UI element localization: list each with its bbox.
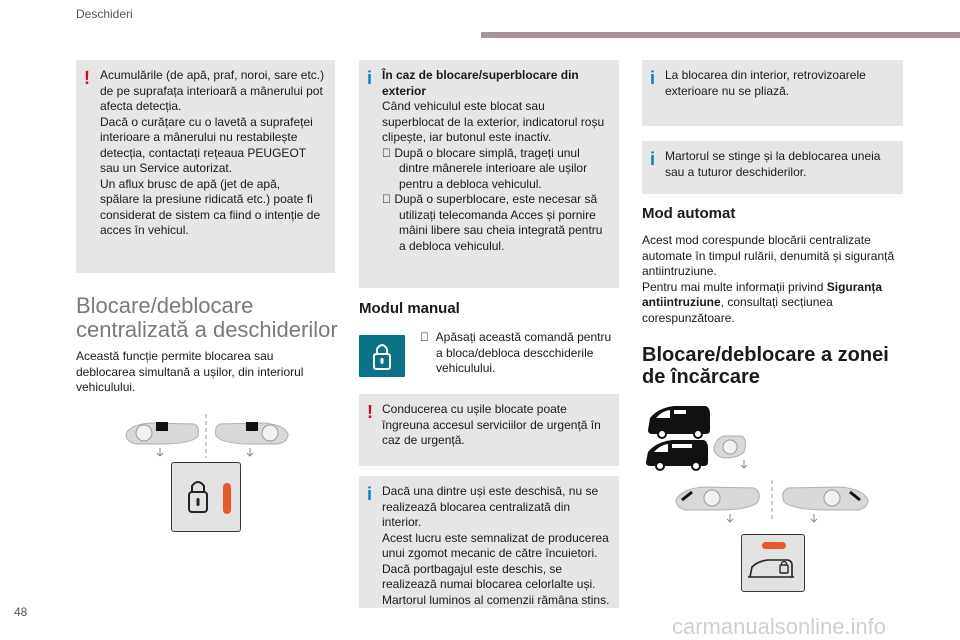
warning-icon: ! — [84, 68, 90, 88]
info-box-open-door: i Dacă una dintre uși este deschisă, nu se realizează blocarea centralizată din interior. Acest lucru este semnalizat de producerea unui zgomot mecanic de către încuietori. Dacă portbagajul este deschis, se realizează numai blocarea celorlalte uși. Martorul luminos al comenzii rămâna stins. — [359, 476, 619, 608]
info-box-superlocking: i În caz de blocare/superblocare din exterior Când vehiculul este blocat sau superblocat de la exterior, indicatorul roșu clipește, iar butonul este inactiv. După o blocare simplă, trageți unul dintre mânerele interioare ale ușilor pentru a debloca vehiculul. După o superblocare, este necesar să utilizați telecomanda Acces și pornire mâini libere sau cheia integrată pentru a debloca vehiculul. — [359, 60, 619, 288]
info-icon: i — [367, 68, 373, 88]
header-bar — [481, 32, 960, 38]
vans-illustration — [644, 402, 754, 474]
manual-mode-text: Apăsați această comandă pentru a bloca/debloca descchiderile vehiculului. — [426, 330, 603, 375]
cargo-door-handles-illustration — [672, 478, 872, 524]
warning-line: Acumulările (de apă, praf, noroi, sare etc.) — [100, 68, 325, 82]
warning-line: Un aflux brusc de apă (jet de apă, — [100, 176, 281, 191]
lock-indicator-led — [223, 483, 231, 514]
warning-line: de pe suprafața interioară a mânerului pot — [100, 83, 323, 98]
watermark: carmanualsonline.info — [672, 614, 887, 639]
warning-icon: ! — [367, 402, 373, 422]
automatic-mode-title: Mod automat — [642, 205, 736, 222]
warning-line: afecta detecția. — [100, 99, 182, 113]
warning-line: detecția, contactați rețeaua PEUGEOT — [100, 145, 307, 160]
page-number: 48 — [14, 605, 28, 619]
info-icon: i — [650, 149, 656, 169]
section-title-central-locking: Blocare/deblocare centralizată a deschiderilor — [76, 293, 338, 342]
cargo-lock-indicator-led — [762, 542, 786, 549]
warning-line: acces în vehicul. — [100, 223, 189, 237]
van-lock-icon — [742, 535, 806, 593]
cargo-lock-button-panel[interactable] — [741, 534, 805, 592]
central-lock-button-panel[interactable] — [171, 462, 241, 532]
warning-line: considerat de sistem ca fiind o intenție de — [100, 207, 321, 222]
warning-line: spălare la presiune ridicată etc.) poate fi — [100, 192, 313, 206]
warning-line: interioare a mânerului nu restabilește — [100, 130, 298, 144]
central-locking-intro: Această funcție permite blocarea sau deblocarea simultană a ușilor, din interiorul vehiculului. — [76, 349, 304, 394]
warning-line: Dacă o curățare cu o lavetă a suprafeței — [100, 114, 313, 129]
lock-icon — [172, 463, 242, 533]
door-handles-illustration — [122, 412, 292, 460]
section-header: Deschideri — [76, 7, 133, 21]
info-box-mirrors: i La blocarea din interior, retrovizoarele exterioare nu se pliază. — [642, 60, 903, 126]
manual-mode-title: Modul manual — [359, 300, 460, 317]
info-box-indicator-off: i Martorul se stinge și la deblocarea uneia sau a tuturor deschiderilor. — [642, 141, 903, 194]
info-icon: i — [367, 484, 373, 504]
warning-line: sau un Service autorizat. — [100, 161, 233, 175]
warning-box-detection — [76, 60, 335, 273]
warning-box-emergency: ! Conducerea cu ușile blocate poate îngreuna accesul serviciilor de urgență în caz de urgență. — [359, 394, 619, 466]
info-icon: i — [650, 68, 656, 88]
cargo-area-title: Blocare/deblocare a zonei de încărcare — [642, 344, 889, 388]
automatic-mode-text: Acest mod corespunde blocării centralizate automate în timpul rulării, denumită și siguranță antiintruziune. Pentru mai multe informații privind Siguranța antiintruziune, consultați secțiunea corespunzătoare. — [642, 233, 895, 325]
manual-lock-button-icon — [359, 335, 405, 377]
